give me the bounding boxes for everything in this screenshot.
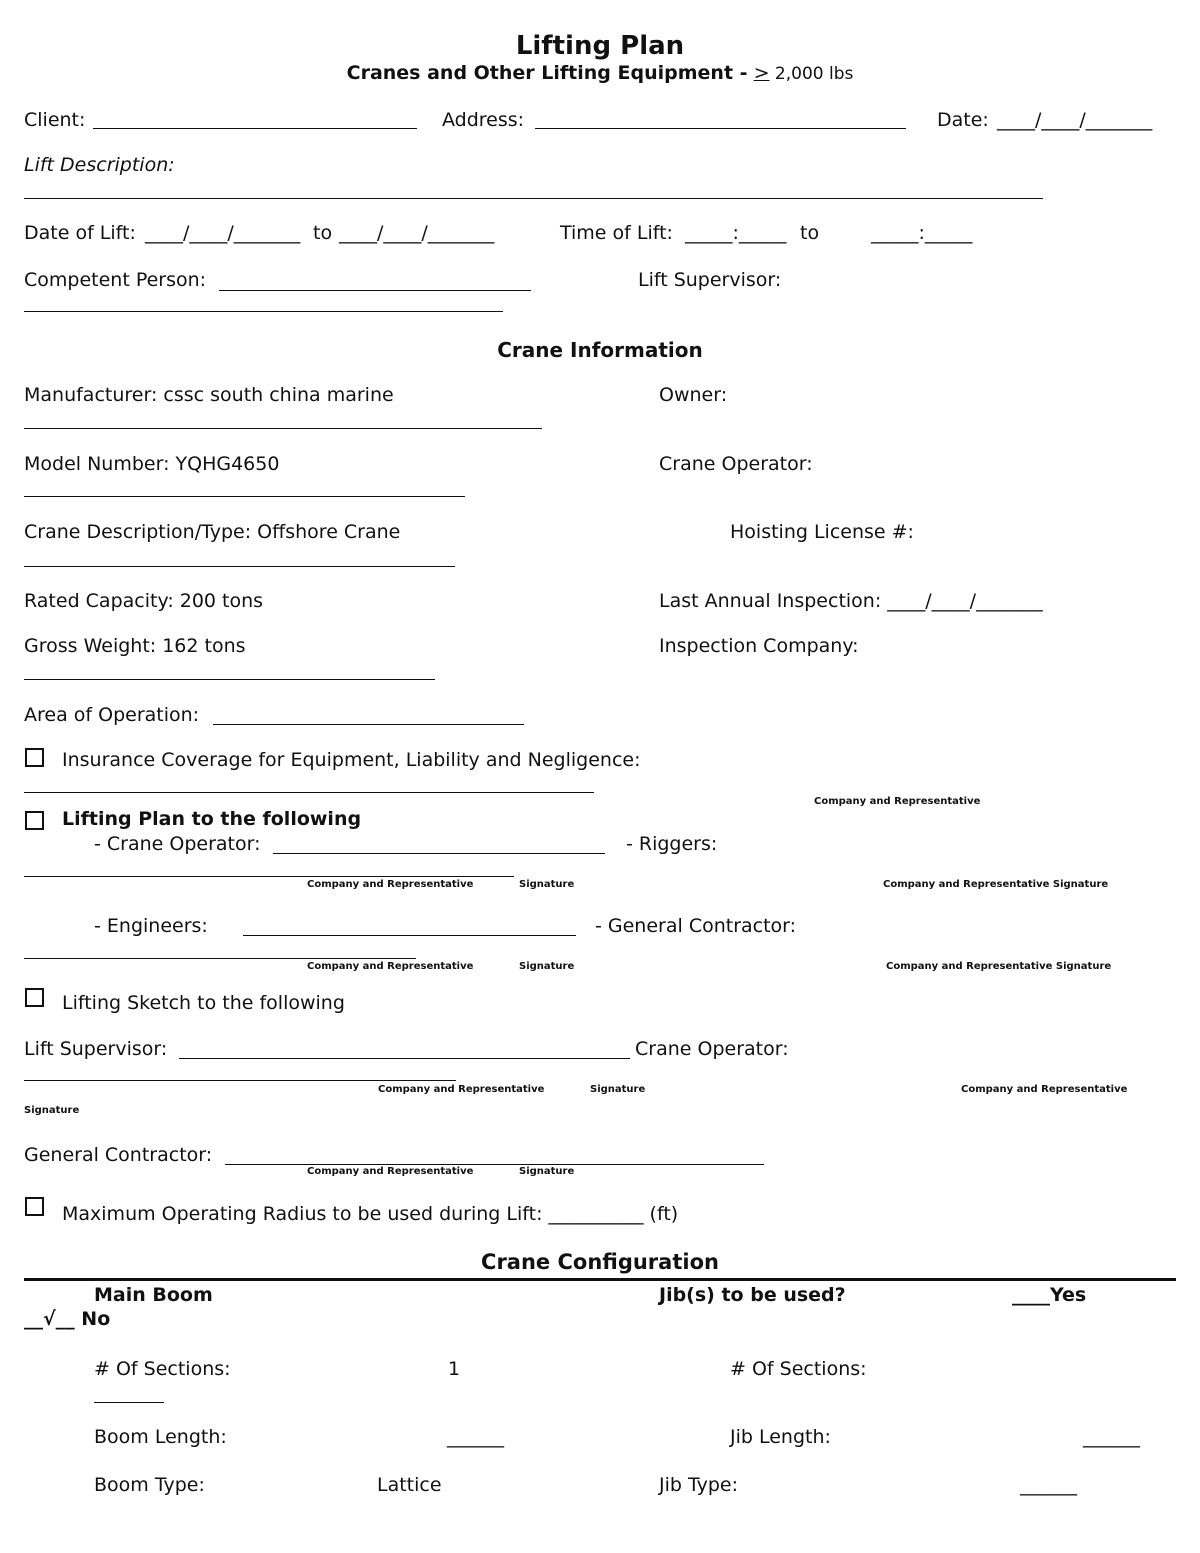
date-of-lift-label: Date of Lift: [24, 222, 136, 244]
address-label: Address: [442, 109, 525, 131]
gross-weight-line[interactable] [24, 679, 435, 680]
riggers-caption: Company and Representative Signature [883, 879, 1109, 890]
boom-type-label: Boom Type: [94, 1474, 205, 1496]
competent-person-label: Competent Person: [24, 269, 207, 291]
max-radius-checkbox[interactable] [25, 1197, 44, 1216]
lifting-plan-label: Lifting Plan to the following [62, 808, 362, 830]
lifting-sketch-label: Lifting Sketch to the following [62, 992, 345, 1014]
time-to-label: to [800, 222, 820, 244]
crane-information-heading: Crane Information [497, 338, 703, 362]
date-to-label: to [313, 222, 333, 244]
subtitle-weight: 2,000 lbs [769, 64, 854, 84]
last-annual-inspection[interactable]: Last Annual Inspection: ____/____/_______ [659, 590, 1043, 612]
page-subtitle [0, 64, 1200, 83]
inspection-company-label: Inspection Company: [659, 635, 859, 657]
date-of-lift-to-field[interactable]: ____/____/_______ [339, 222, 495, 244]
crane-description-line[interactable] [24, 566, 455, 567]
jib-sections-field[interactable] [94, 1402, 164, 1403]
sketch-crane-operator-caption: Company and Representative [961, 1084, 1128, 1095]
general-contractor-caption: Company and Representative Signature [886, 961, 1112, 972]
jib-type-field[interactable]: ______ [1020, 1474, 1077, 1496]
signature-caption: Signature [519, 879, 575, 890]
company-rep-caption: Company and Representative [307, 879, 474, 890]
plan-crane-operator-signature-line[interactable] [24, 876, 514, 877]
jib-yes-option[interactable]: ____Yes [1012, 1284, 1087, 1306]
client-label: Client: [24, 109, 86, 131]
section-divider [24, 1278, 1176, 1281]
crane-operator-label: Crane Operator: [659, 453, 813, 475]
sketch-general-contractor-label: General Contractor: [24, 1144, 213, 1166]
jib-length-field[interactable]: ______ [1083, 1426, 1140, 1448]
lifting-plan-checkbox[interactable] [25, 811, 44, 830]
rated-capacity: Rated Capacity: 200 tons [24, 590, 264, 612]
manufacturer: Manufacturer: cssc south china marine [24, 384, 394, 406]
engineers-field[interactable] [243, 935, 576, 936]
subtitle-text: Cranes and Other Lifting Equipment - [346, 62, 748, 84]
jib-type-label: Jib Type: [659, 1474, 739, 1496]
lift-supervisor-field[interactable] [24, 311, 503, 312]
boom-type-value: Lattice [377, 1474, 442, 1496]
jib-question: Jib(s) to be used? [659, 1284, 846, 1306]
sketch-crane-operator-label: Crane Operator: [635, 1038, 789, 1060]
date-label: Date: [937, 109, 989, 131]
jib-length-label: Jib Length: [730, 1426, 831, 1448]
signature-caption: Signature [519, 1166, 575, 1177]
boom-length-label: Boom Length: [94, 1426, 227, 1448]
sketch-general-contractor-field[interactable] [225, 1164, 764, 1165]
signature-caption: Signature [590, 1084, 646, 1095]
crane-configuration-heading: Crane Configuration [481, 1250, 719, 1274]
area-of-operation-field[interactable] [213, 724, 524, 725]
model-number-line[interactable] [24, 496, 465, 497]
page-title: Lifting Plan [515, 31, 685, 61]
sketch-signature-line[interactable] [24, 1080, 456, 1081]
boom-sections-label: # Of Sections: [94, 1358, 231, 1380]
company-rep-caption: Company and Representative [378, 1084, 545, 1095]
general-contractor-label: - General Contractor: [595, 915, 797, 937]
time-from-field[interactable]: _____:_____ [685, 222, 787, 244]
insurance-company-rep-caption: Company and Representative [814, 796, 981, 807]
sketch-lift-supervisor-label: Lift Supervisor: [24, 1038, 168, 1060]
company-rep-caption: Company and Representative [307, 961, 474, 972]
area-of-operation-label: Area of Operation: [24, 704, 200, 726]
engineers-label: - Engineers: [94, 915, 208, 937]
sketch-signature-caption: Signature [24, 1105, 80, 1116]
jib-sections-label: # Of Sections: [730, 1358, 867, 1380]
jib-no-option[interactable]: __√__ No [24, 1308, 111, 1330]
time-of-lift-label: Time of Lift: [560, 222, 673, 244]
gross-weight: Gross Weight: 162 tons [24, 635, 246, 657]
plan-crane-operator-label: - Crane Operator: [94, 833, 261, 855]
insurance-checkbox[interactable] [25, 748, 44, 767]
crane-description: Crane Description/Type: Offshore Crane [24, 521, 401, 543]
subtitle-geq: > [753, 62, 770, 84]
lift-supervisor-label: Lift Supervisor: [638, 269, 782, 291]
manufacturer-line[interactable] [24, 428, 542, 429]
model-number: Model Number: YQHG4650 [24, 453, 280, 475]
engineers-signature-line[interactable] [24, 958, 416, 959]
lift-description-label: Lift Description: [24, 154, 175, 176]
riggers-label: - Riggers: [626, 833, 718, 855]
plan-crane-operator-field[interactable] [273, 853, 605, 854]
client-field[interactable] [93, 128, 417, 129]
address-field[interactable] [535, 128, 906, 129]
hoisting-license-label: Hoisting License #: [730, 521, 914, 543]
date-field[interactable]: ____/____/_______ [997, 109, 1153, 131]
time-to-field[interactable]: _____:_____ [871, 222, 973, 244]
company-rep-caption: Company and Representative [307, 1166, 474, 1177]
lifting-sketch-checkbox[interactable] [25, 988, 44, 1007]
owner-label: Owner: [659, 384, 728, 406]
boom-sections-value: 1 [448, 1358, 461, 1380]
insurance-field[interactable] [24, 792, 594, 793]
insurance-label: Insurance Coverage for Equipment, Liability and Negligence: [62, 749, 641, 771]
competent-person-field[interactable] [219, 290, 531, 291]
max-radius-label[interactable]: Maximum Operating Radius to be used during Lift: __________ (ft) [62, 1203, 679, 1225]
boom-length-field[interactable]: ______ [447, 1426, 504, 1448]
sketch-lift-supervisor-field[interactable] [179, 1058, 630, 1059]
signature-caption: Signature [519, 961, 575, 972]
date-of-lift-from-field[interactable]: ____/____/_______ [145, 222, 301, 244]
lift-description-field[interactable] [24, 198, 1043, 199]
main-boom-label: Main Boom [94, 1284, 213, 1306]
